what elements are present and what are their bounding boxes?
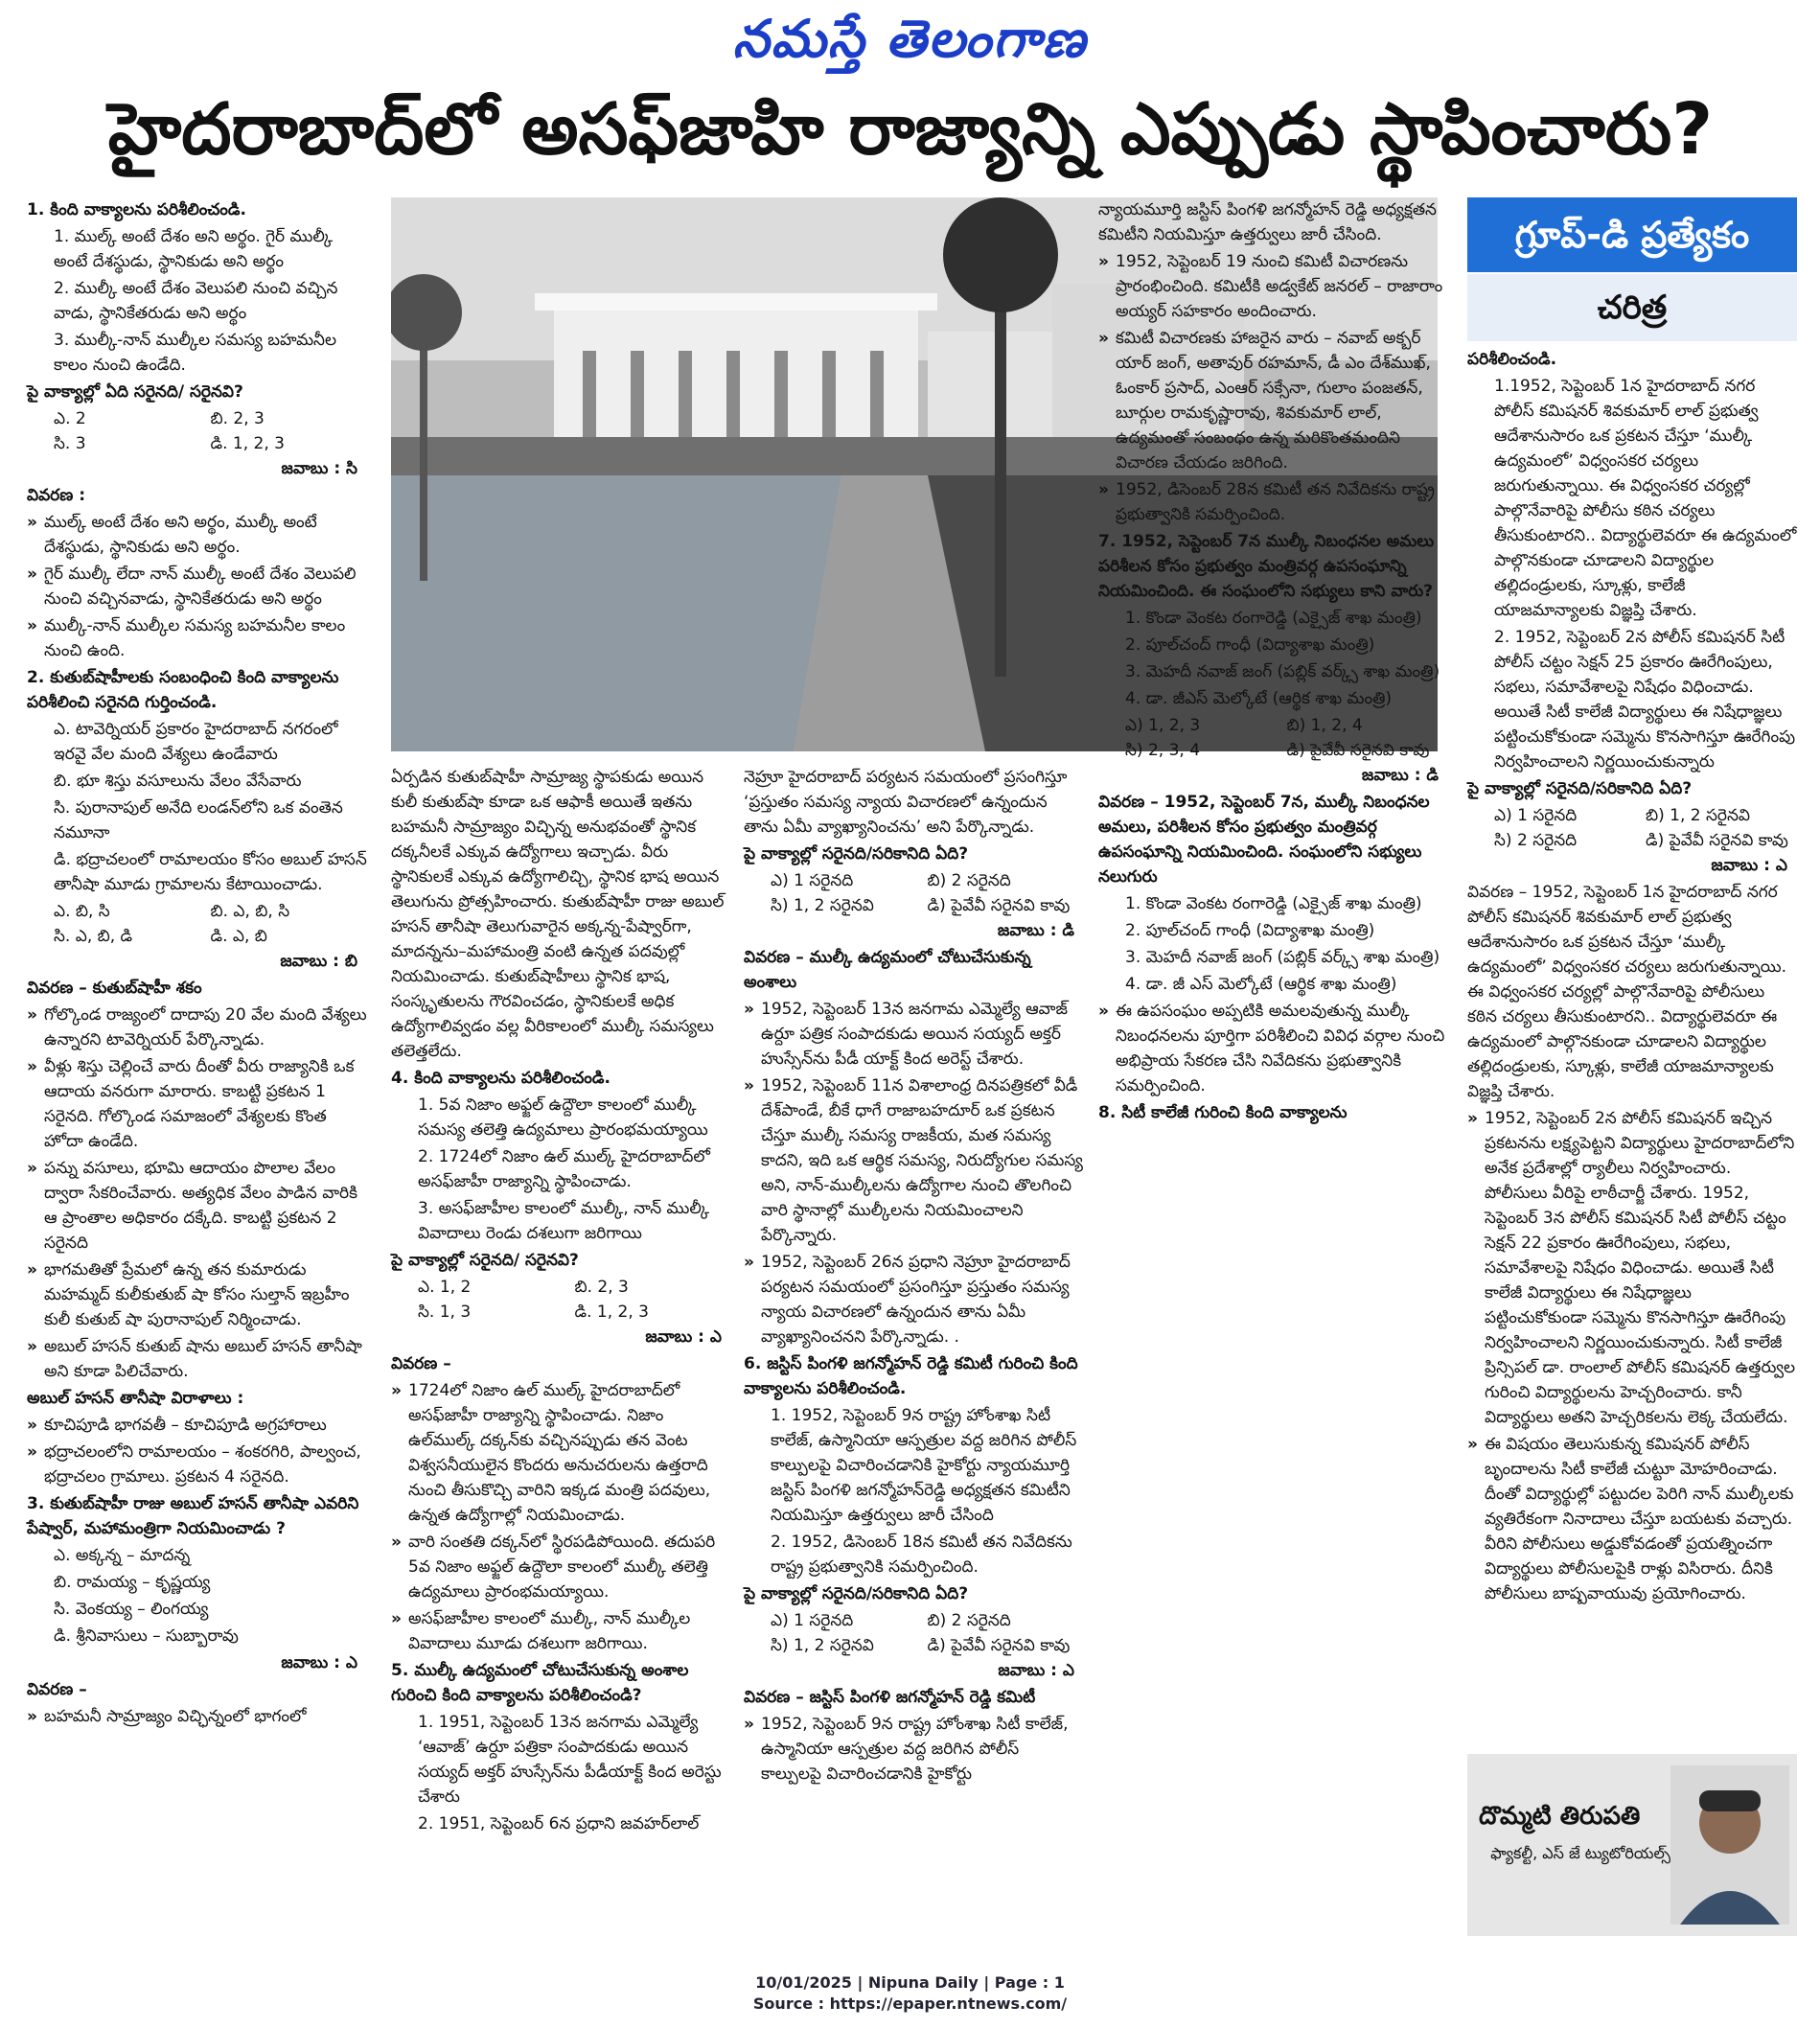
question-text: 5. ముల్కీ ఉద్యమంలో చోటుచేసుకున్న అంశాల గురించి కింది వాక్యాలను పరిశీలించండి? [391,1661,689,1705]
answer-text: జవాబు : ఎ [645,1327,722,1347]
option-row [744,1608,1084,1633]
bullet-point: » వీళ్లు శిస్తు చెల్లించే వారు దీంతో వీరు రాజ్యానికి ఒక ఆదాయ వనరుగా మారారు. కాబట్టి ప్రకటన 1 సరైనది. గోల్కొండ సమాజంలో వేశ్యలకు కొంత హోదా ఉండేది. [27,1054,367,1154]
column-2 [391,765,731,1838]
answer-text: జవాబు : డి [1361,766,1439,785]
option-text: బి) 2 సరైనది [927,871,1011,890]
bullet-point: » 1952, సెప్టెంబర్ 9న రాష్ట్ర హోంశాఖ సిటీ కాలేజ్, ఉస్మానియా ఆస్పత్రుల వద్ద జరిగిన పోలీస్ కాల్పులపై విచారించడానికి హైకోర్టు [744,1712,1084,1787]
option-text: ఎ) 1 సరైనది [771,871,854,890]
option-row [391,1300,731,1325]
bullet-point: » ముల్క్ అంటే దేశం అని అర్థం, ముల్కీ అంటే దేశస్థుడు, స్థానికుడు అని అర్థం. [27,510,367,560]
bullet-point: » 1952, సెప్టెంబర్ 13న జనగామ ఎమ్మెల్యే ఆవాజ్ ఉర్దూ పత్రిక సంపాదకుడు అయిన సయ్యద్ అక్తర్ హుస్సేన్‌ను పీడీ యాక్ట్ కింద అరెస్ట్ చేశారు. [744,997,1084,1072]
statement-text: 3. ముల్కీ-నాన్ ముల్కీల సమస్య బహమనీల కాలం నుంచి ఉండేది. [54,331,337,375]
question-text: వివరణ – కుతుబ్‌షాహీ శకం [27,979,202,998]
statement-text: ఎ. టావెర్నియర్ ప్రకారం హైదరాబాద్ నగరంలో ఇరవై వేల మంది వేశ్యలు ఉండేవారు [54,720,338,764]
bullet-point: » అసఫ్‌జాహీల కాలంలో ముల్కీ, నాన్ ముల్కీల వివాదాలు మూడు దశలుగా జరిగాయి. [391,1606,731,1656]
option-text: సి) 2 సరైనది [1494,831,1578,850]
option-row [744,893,1084,918]
option-text: డి. ఎ, బి [210,927,267,946]
statement-text: 1. 1952, సెప్టెంబర్ 9న రాష్ట్ర హోంశాఖ సిటీ కాలేజ్, ఉస్మానియా ఆస్పత్రుల వద్ద జరిగిన పోలీస్ కాల్పులపై విచారించడానికి హైకోర్టు న్యాయమూర్తి జస్టిస్ పింగళి జగన్మోహన్‌రెడ్డి అధ్యక్షతన కమిటీని నియమిస్తూ ఉత్తర్వులు జారీ చేసింది [771,1406,1077,1525]
statement-text: 4. డా. జీ ఎస్ మెల్కోటే (ఆర్థిక శాఖ మంత్రి) [1125,975,1397,994]
statement-text: 2. 1952, డిసెంబర్ 18న కమిటీ తన నివేదికను రాష్ట్ర ప్రభుత్వానికి సమర్పించింది. [771,1533,1072,1577]
newspaper-masthead: నమస్తే తెలంగాణ [732,8,1088,69]
option-text: సి. 3 [54,434,86,453]
option-text: సి. ఎ, బి, డి [54,927,133,946]
question-text: 4. కింది వాక్యాలను పరిశీలించండి. [391,1069,611,1088]
statement-text: 2. 1951, సెప్టెంబర్ 6న ప్రధాని జవహర్‌లాల్ [418,1814,700,1833]
paragraph-text: వివరణ – 1952, సెప్టెంబర్ 1న హైదరాబాద్ నగర పోలీస్ కమిషనర్ శివకుమార్ లాల్ ప్రభుత్వ ఆదేశానుసారం ఒక ప్రకటన చేస్తూ ‘ముల్కీ ఉద్యమంలో’ విధ్వంసకర చర్యలు జరుగుతున్నాయి. ఈ విధ్వంసకర చర్యల్లో పాల్గొనేవారిపై పోలీసులు కఠిన చర్యలు తీసుకుంటారని.. విద్యార్థులెవరూ ఈ ఉద్యమంలో పాల్గొనకుండా చూడాలని విద్యార్థుల తల్లిదండ్రులకు, స్కూళ్లు, కాలేజీ యాజమాన్యాలకు విజ్ఞప్తి చేశారు. [1467,883,1787,1101]
answer-text: జవాబు : ఎ [281,1653,357,1672]
option-row [27,899,367,924]
statement-text: డి. భద్రాచలంలో రామాలయం కోసం అబుల్ హసన్ తానీషా మూడు గ్రామాలను కేటాయించాడు. [54,850,367,894]
group-d-special-banner: గ్రూప్-డి ప్రత్యేకం [1467,197,1797,272]
answer-text: జవాబు : ఎ [998,1661,1074,1680]
bullet-point: » పన్ను వసూలు, భూమి ఆదాయం పొలాల వేలం ద్వారా సేకరించేవారు. అత్యధిక వేలం పాడిన వారికి ఆ ప్రాంతాల అధికారం దక్కేది. కాబట్టి ప్రకటన 2 సరైనది [27,1156,367,1256]
option-text: సి. 1, 3 [418,1303,472,1322]
bullet-point: » గైర్ ముల్కీ లేదా నాన్ ముల్కీ అంటే దేశం వెలుపలి నుంచి వచ్చినవాడు, స్థానికేతరుడు అని అర్థం [27,562,367,611]
question-text: పై వాక్యాల్లో సరైనది/సరికానిది ఏది? [744,844,969,864]
bullet-point: » కూచిపూడి భాగవతీ – కూచిపూడి అగ్రహారాలు [27,1413,367,1438]
question-text: వివరణ – 1952, సెప్టెంబర్ 7న, ముల్కీ నిబంధనల అమలు, పరిశీలన కోసం ప్రభుత్వం మంత్రివర్గ ఉపసంఘాన్ని నియమించింది. సంఘంలోని సభ్యులు నలుగురు [1098,793,1430,887]
statement-text: 1. 5వ నిజాం అఫ్జల్ ఉద్దౌలా కాలంలో ముల్కీ సమస్య తలెత్తి ఉద్యమాలు ప్రారంభమయ్యాయి [418,1095,708,1140]
bullet-point: » గోల్కొండ రాజ్యంలో దాదాపు 20 వేల మంది వేశ్యలు ఉన్నారని టావెర్నియర్ పేర్కొన్నాడు. [27,1003,367,1052]
statement-text: 2. ముల్కీ అంటే దేశం వెలుపలి నుంచి వచ్చిన వాడు, స్థానికేతరుడు అని అర్థం [54,279,338,323]
bullet-point: » భాగమతితో ప్రేమలో ఉన్న తన కుమారుడు మహమ్మద్ కులీకుతుబ్ షా కోసం సుల్తాన్ ఇబ్రహీం కులీ కుతుబ్ షా పురానాపుల్ నిర్మించాడు. [27,1257,367,1332]
question-text: పై వాక్యాల్లో సరైనది/సరికానిది ఏది? [1467,779,1693,798]
question-text: 2. కుతుబ్‌షాహీలకు సంబంధించి కింది వాక్యాలను పరిశీలించి సరైనది గుర్తించండి. [27,668,339,712]
bullet-point: » 1724లో నిజాం ఉల్ ముల్క్ హైదరాబాద్‌లో అసఫ్‌జాహీ రాజ్యాన్ని స్థాపించాడు. నిజాం ఉల్‌ముల్క్ దక్కన్‌కు వచ్చినప్పుడు తన వెంట విశ్వసనీయులైన కొందరు అనుచరులను ఉత్తరాది నుంచి తీసుకొచ్చి వారిని ఇక్కడ మంత్రి పదవులు, ఉన్నత ఉద్యోగాల్లో నియమించాడు. [391,1378,731,1528]
option-row [1098,738,1448,763]
statement-text: 3. అసఫ్‌జాహీల కాలంలో ముల్కీ, నాన్ ముల్కీ వివాదాలు రెండు దశలుగా జరిగాయి [418,1199,710,1243]
bullet-point: » బహమనీ సామ్రాజ్యం విచ్ఛిన్నంలో భాగంలో [27,1704,367,1729]
option-text: డి) పైవేవీ సరైనవి కావు [927,896,1071,915]
option-row [391,1275,731,1300]
answer-text: జవాబు : ఎ [1711,856,1787,875]
statement-text: 1.1952, సెప్టెంబర్ 1న హైదరాబాద్ నగర పోలీస్ కమిషనర్ శివకుమార్ లాల్ ప్రభుత్వ ఆదేశానుసారం ఒక ప్రకటన చేస్తూ ‘ముల్కీ ఉద్యమంలో’ విధ్వంసకర చర్యలు జరుగుతున్నాయి. ఈ విధ్వంసకర చర్యల్లో పాల్గొనేవారిపై పోలీసు కఠిన చర్యలు తీసుకుంటారని.. విద్యార్థులెవరూ ఈ ఉద్యమంలో పాల్గొనకుండా చూడాలని విద్యార్థుల తల్లిదండ్రులకు, స్కూళ్లు, కాలేజీ యాజమాన్యాలకు విజ్ఞప్తి చేశారు. [1494,377,1797,620]
author-photo [1670,1765,1789,1925]
bullet-point: » ఈ ఉపసంఘం అప్పటికి అమలవుతున్న ముల్కీ నిబంధనలను పూర్తిగా పరిశీలించి వివిధ వర్గాల నుంచి అభిప్రాయ సేకరణ చేసి నివేదికను ప్రభుత్వానికి సమర్పించింది. [1098,999,1448,1098]
statement-text: 2. 1952, సెప్టెంబర్ 2న పోలీస్ కమిషనర్ సిటీ పోలీస్ చట్టం సెక్షన్ 25 ప్రకారం ఊరేగింపులు, సభలు, సమావేశాలపై నిషేధం విధించాడు. అయితే సిటీ కాలేజీ విద్యార్థులు ఈ నిషేధాజ్ఞలు పట్టించుకోకుండా సమ్మెను కొనసాగిస్తూ ఊరేగింపు నిర్వహించాలని నిర్ణయించుకున్నారు [1494,628,1796,772]
bullet-point: » భద్రాచలంలోని రామాలయం – శంకరగిరి, పాల్వంచ, భద్రాచలం గ్రామాలు. ప్రకటన 4 సరైనది. [27,1440,367,1489]
author-box [1467,1754,1797,1936]
statement-text: 1. 1951, సెప్టెంబర్ 13న జనగామ ఎమ్మెల్యే ‘ఆవాజ్’ ఉర్దూ పత్రికా సంపాదకుడు అయిన సయ్యద్ అక్తర్ హుస్సేన్‌ను పీడీయాక్ట్ కింద అరెస్టు చేశారు [418,1713,722,1807]
page-footer [0,1972,1820,2015]
statement-text: ఎ. అక్కన్న – మాదన్న [54,1546,191,1565]
question-text: 7. 1952, సెప్టెంబర్ 7న ముల్కీ నిబంధనల అమలు పరిశీలన కోసం ప్రభుత్వం మంత్రివర్గ ఉపసంఘాన్ని నియమించింది. ఈ సంఘంలోని సభ్యులు కాని వారు? [1098,532,1435,601]
question-text: 8. సిటీ కాలేజీ గురించి కింది వాక్యాలను [1098,1103,1348,1122]
statement-text: 4. డా. జీఎస్ మెల్కోటే (ఆర్థిక శాఖ మంత్రి) [1125,689,1392,708]
bullet-point: » 1952, సెప్టెంబర్ 19 నుంచి కమిటీ విచారణను ప్రారంభించింది. కమిటీకి అడ్వకేట్ జనరల్ – రాజారాం అయ్యర్ సహకారం అందించారు. [1098,249,1448,324]
question-text: పరిశీలించండి. [1467,350,1557,369]
author-role: ఫ్యాకల్టీ, ఎస్ జే ట్యుటోరియల్స్ [1490,1844,1670,1862]
option-row [27,924,367,949]
question-text: వివరణ – జస్టిస్ పింగళి జగన్మోహన్ రెడ్డి కమిటీ [744,1688,1036,1707]
bullet-point: » ముల్కీ-నాన్ ముల్కీల సమస్య బహమనీల కాలం నుంచి ఉంది. [27,613,367,663]
option-text: ఎ. బి, సి [54,902,110,921]
option-text: ఎ) 1 సరైనది [1494,806,1578,825]
statement-text: 2. పూల్‌చంద్ గాంధీ (విద్యాశాఖ మంత్రి) [1125,921,1375,940]
column-4 [1098,197,1448,1127]
statement-text: సి. పురానాపుల్ అనేది లండన్‌లోని ఒక వంతెన నమూనా [54,798,343,842]
option-row [744,1633,1084,1658]
option-text: డి. 1, 2, 3 [574,1303,649,1322]
answer-text: జవాబు : బి [280,952,357,971]
option-row [1098,713,1448,738]
paragraph-text: నెహ్రూ హైదరాబాద్ పర్యటన సమయంలో ప్రసంగిస్తూ ‘ప్రస్తుతం సమస్య న్యాయ విచారణలో ఉన్నందున తాను ఏమీ వ్యాఖ్యానించను’ అని పేర్కొన్నాడు. [744,768,1068,837]
question-text: వివరణ – [391,1354,451,1373]
option-text: ఎ) 1, 2, 3 [1125,716,1201,735]
option-row [27,406,367,431]
answer-text: జవాబు : డి [997,921,1074,940]
statement-text: బి. రామయ్య – కృష్ణయ్య [54,1573,211,1592]
author-name: దొమ్మటి తిరుపతి [1479,1802,1641,1831]
option-row [1467,828,1797,853]
option-text: బి) 1, 2, 4 [1286,716,1363,735]
option-text: బి) 1, 2 సరైనవి [1646,806,1751,825]
question-text: వివరణ – ముల్కీ ఉద్యమంలో చోటుచేసుకున్న అంశాలు [744,948,1031,992]
bullet-point: » ఈ విషయం తెలుసుకున్న కమిషనర్ పోలీస్ బృందాలను సిటీ కాలేజీ చుట్టూ మోహరించాడు. దీంతో విద్యార్థుల్లో పట్టుదల పెరిగి నాన్ ముల్కీలకు వ్యతిరేకంగా నినాదాలు చేస్తూ బయటకు వచ్చారు. వీరిని పోలీసులు అడ్డుకోవడంతో ప్రయత్నించగా విద్యార్థులు పోలీసులపైకి రాళ్లు విసిరారు. దీనికి పోలీసులు బాష్పవాయువు ప్రయోగించారు. [1467,1432,1797,1606]
subject-history-banner: చరిత్ర [1467,274,1797,341]
statement-text: 1. కొండా వెంకట రంగారెడ్డి (ఎక్సైజ్ శాఖ మంత్రి) [1125,894,1422,913]
page-headline: హైదరాబాద్‌లో అసఫ్‌జాహి రాజ్యాన్ని ఎప్పుడు స్థాపించారు? [107,88,1714,171]
option-row [27,431,367,456]
bullet-point: » 1952, సెప్టెంబర్ 2న పోలీస్ కమిషనర్ ఇచ్చిన ప్రకటనను లక్ష్యపెట్టని విద్యార్థులు హైదరాబాద్‌లోని అనేక ప్రదేశాల్లో ర్యాలీలు నిర్వహించారు. పోలీసులు వీరిపై లాఠీచార్జీ చేశారు. 1952, సెప్టెంబర్ 3న పోలీస్ కమిషనర్ సిటీ పోలీస్ చట్టం సెక్షన్ 22 ప్రకారం ఊరేగింపులు, సభలు, సమావేశాలపై నిషేధం విధించాడు. అయితే సిటీ కాలేజీ విద్యార్థులు ఈ నిషేధాజ్ఞలు పట్టించుకోకుండా సమ్మెను కొనసాగిస్తూ ఊరేగింపు నిర్వహించాలని నిర్ణయించుకున్నారు. సిటీ కాలేజీ ప్రిన్సిపల్ డా. రాంలాల్ పోలీస్ కమిషనర్ ఉత్తర్వుల గురించి విద్యార్థులను హెచ్చరించారు. కానీ విద్యార్థులు అతని హెచ్చరికలను లెక్క చేయలేదు. [1467,1106,1797,1430]
statement-text: సి. వెంకయ్య – లింగయ్య [54,1600,209,1619]
statement-text: 2. పూల్‌చంద్ గాంధీ (విద్యాశాఖ మంత్రి) [1125,635,1375,655]
statement-text: 1. ముల్క్ అంటే దేశం అని అర్థం. గైర్ ముల్కీ అంటే దేశస్థుడు, స్థానికుడు అని అర్థం [54,227,334,271]
bullet-point: » 1952, సెప్టెంబర్ 11న విశాలాంధ్ర దినపత్రికలో వీడీ దేశ్‌పాండే, బీకే ధాగే రాజాబహదూర్ ఒక ప్రకటన చేస్తూ ముల్కీ సమస్య రాజకీయ, మత సమస్య కాదని, ఇది ఒక ఆర్థిక సమస్య, నిరుద్యోగుల సమస్య అని, నాన్-ముల్కీలను ఉద్యోగాల నుంచి తొలగించి వారి స్థానాల్లో ముల్కీలను నియమించాలని పేర్కొన్నారు. [744,1073,1084,1248]
statement-text: 1. కొండా వెంకట రంగారెడ్డి (ఎక్సైజ్ శాఖ మంత్రి) [1125,609,1422,628]
option-text: డి) పైవేవీ సరైనవి కావు [1286,741,1430,760]
statement-text: డి. శ్రీనివాసులు – సుబ్బారావు [54,1626,239,1646]
column-1 [27,197,367,1731]
bullet-point: » కమిటీ విచారణకు హాజరైన వారు – నవాబ్ అక్బర్ యార్ జంగ్, అతావుర్ రహమాన్, డీ ఎం దేశ్‌ముఖ్, ఓంకార్ ప్రసాద్, ఎంఆర్ సక్సేనా, గులాం పంజతన్, బూర్గుల రామకృష్ణారావు, శివకుమార్ లాల్, ఉద్యమంతో సంబంధం ఉన్న మరికొంతమందిని విచారణ చేయడం జరిగింది. [1098,326,1448,475]
option-text: డి) పైవేవీ సరైనవి కావు [1646,831,1788,850]
option-row [1467,803,1797,828]
question-text: అబుల్ హసన్ తానీషా విరాళాలు : [27,1389,244,1408]
option-text: సి) 1, 2 సరైనవి [771,1636,874,1655]
option-text: సి) 2, 3, 4 [1125,741,1201,760]
option-text: ఎ) 1 సరైనది [771,1611,854,1630]
bullet-point: » 1952, డిసెంబర్ 28న కమిటీ తన నివేదికను రాష్ట్ర ప్రభుత్వానికి సమర్పించింది. [1098,477,1448,527]
author-photo-illustration [1670,1765,1789,1925]
paragraph-text: న్యాయమూర్తి జస్టిస్ పింగళి జగన్మోహన్ రెడ్డి అధ్యక్షతన కమిటీని నియమిస్తూ ఉత్తర్వులు జారీ చేసింది. [1098,200,1437,244]
option-text: డి) పైవేవీ సరైనవి కావు [927,1636,1071,1655]
column-5 [1467,347,1797,1608]
statement-text: 3. మెహదీ నవాజ్ జంగ్ (పబ్లిక్ వర్క్స్ శాఖ మంత్రి) [1125,662,1440,681]
column-3 [744,765,1084,1788]
option-row [744,868,1084,893]
option-text: బి. ఎ, బి, సి [210,902,290,921]
question-text: 1. కింది వాక్యాలను పరిశీలించండి. [27,200,246,219]
option-text: బి. 2, 3 [574,1278,629,1297]
question-text: 6. జస్టిస్ పింగళి జగన్మోహన్ రెడ్డి కమిటీ గురించి కింది వాక్యాలను పరిశీలించండి. [744,1354,1078,1398]
question-text: పై వాక్యాల్లో సరైనది/ సరైనవి? [391,1251,579,1270]
statement-text: బి. భూ శిస్తు వసూలును వేలం వేసేవారు [54,772,302,791]
option-text: బి. 2, 3 [210,409,265,428]
paragraph-text: ఏర్పడిన కుతుబ్‌షాహీ సామ్రాజ్య స్థాపకుడు అయిన కులీ కుతుబ్‌షా కూడా ఒక ఆఫాకీ అయితే ఇతను బహమనీ సామ్రాజ్యం విచ్ఛిన్న అనుభవంతో స్థానిక దక్కనీలకే ఎక్కువ ఉద్యోగాలు ఇచ్చాడు. వీరు స్థానికులకే ఎక్కువ ఉద్యోగాలిచ్చి, స్థానిక భాష అయిన తెలుగును ప్రోత్సహించారు. కుతుబ్‌షాహీ రాజు అబుల్ హసన్ తానీషా తెలుగువారైన అక్కన్న-పేష్వార్‌గా, మాదన్నను–మహామంత్రి వంటి ఉన్నత పదవుల్లో నియమించాడు. కుతుబ్‌షాహీలు స్థానిక భాష, సంస్కృతులను గౌరవించడం, స్థానికులకే అధిక ఉద్యోగాలివ్వడం వల్ల వీరికాలంలో ముల్కీ సమస్యలు తలెత్తలేదు. [391,768,725,1061]
answer-text: జవాబు : సి [281,459,357,478]
footer-source-line: Source : https://epaper.ntnews.com/ [752,1994,1068,2013]
question-text: వివరణ : [27,486,86,505]
option-text: బి) 2 సరైనది [927,1611,1011,1630]
option-text: ఎ. 1, 2 [418,1278,472,1297]
statement-text: 3. మెహదీ నవాజ్ జంగ్ (పబ్లిక్ వర్క్స్ శాఖ మంత్రి) [1125,948,1440,967]
statement-text: 2. 1724లో నిజాం ఉల్ ముల్క్ హైదరాబాద్‌లో అసఫ్‌జాహీ రాజ్యాన్ని స్థాపించాడు. [418,1147,710,1191]
question-text: వివరణ – [27,1680,87,1699]
bullet-point: » వారి సంతతి దక్కన్‌లో స్థిరపడిపోయింది. తదుపరి 5వ నిజాం అఫ్జల్ ఉద్దౌలా కాలంలో ముల్కీ తలెత్తి ఉద్యమాలు ప్రారంభమయ్యాయి. [391,1530,731,1604]
option-text: ఎ. 2 [54,409,86,428]
question-text: పై వాక్యాల్లో ఏది సరైనది/ సరైనవి? [27,382,243,402]
option-text: డి. 1, 2, 3 [210,434,285,453]
bullet-point: » అబుల్ హసన్ కుతుబ్ షాను అబుల్ హసన్ తానీషా అని కూడా పిలిచేవారు. [27,1334,367,1384]
option-text: సి) 1, 2 సరైనవి [771,896,874,915]
footer-date-line: 10/01/2025 | Nipuna Daily | Page : 1 [755,1973,1065,1992]
bullet-point: » 1952, సెప్టెంబర్ 26న ప్రధాని నెహ్రూ హైదరాబాద్ పర్యటన సమయంలో ప్రసంగిస్తూ ప్రస్తుతం సమస్య న్యాయ విచారణలో ఉన్నందున తాను ఏమీ వ్యాఖ్యానించనని పేర్కొన్నాడు. . [744,1250,1084,1349]
question-text: పై వాక్యాల్లో సరైనది/సరికానిది ఏది? [744,1584,969,1603]
question-text: 3. కుతుబ్‌షాహీ రాజు అబుల్ హసన్ తానీషా ఎవరిని పేష్వార్, మహామంత్రిగా నియమించాడు ? [27,1494,359,1538]
